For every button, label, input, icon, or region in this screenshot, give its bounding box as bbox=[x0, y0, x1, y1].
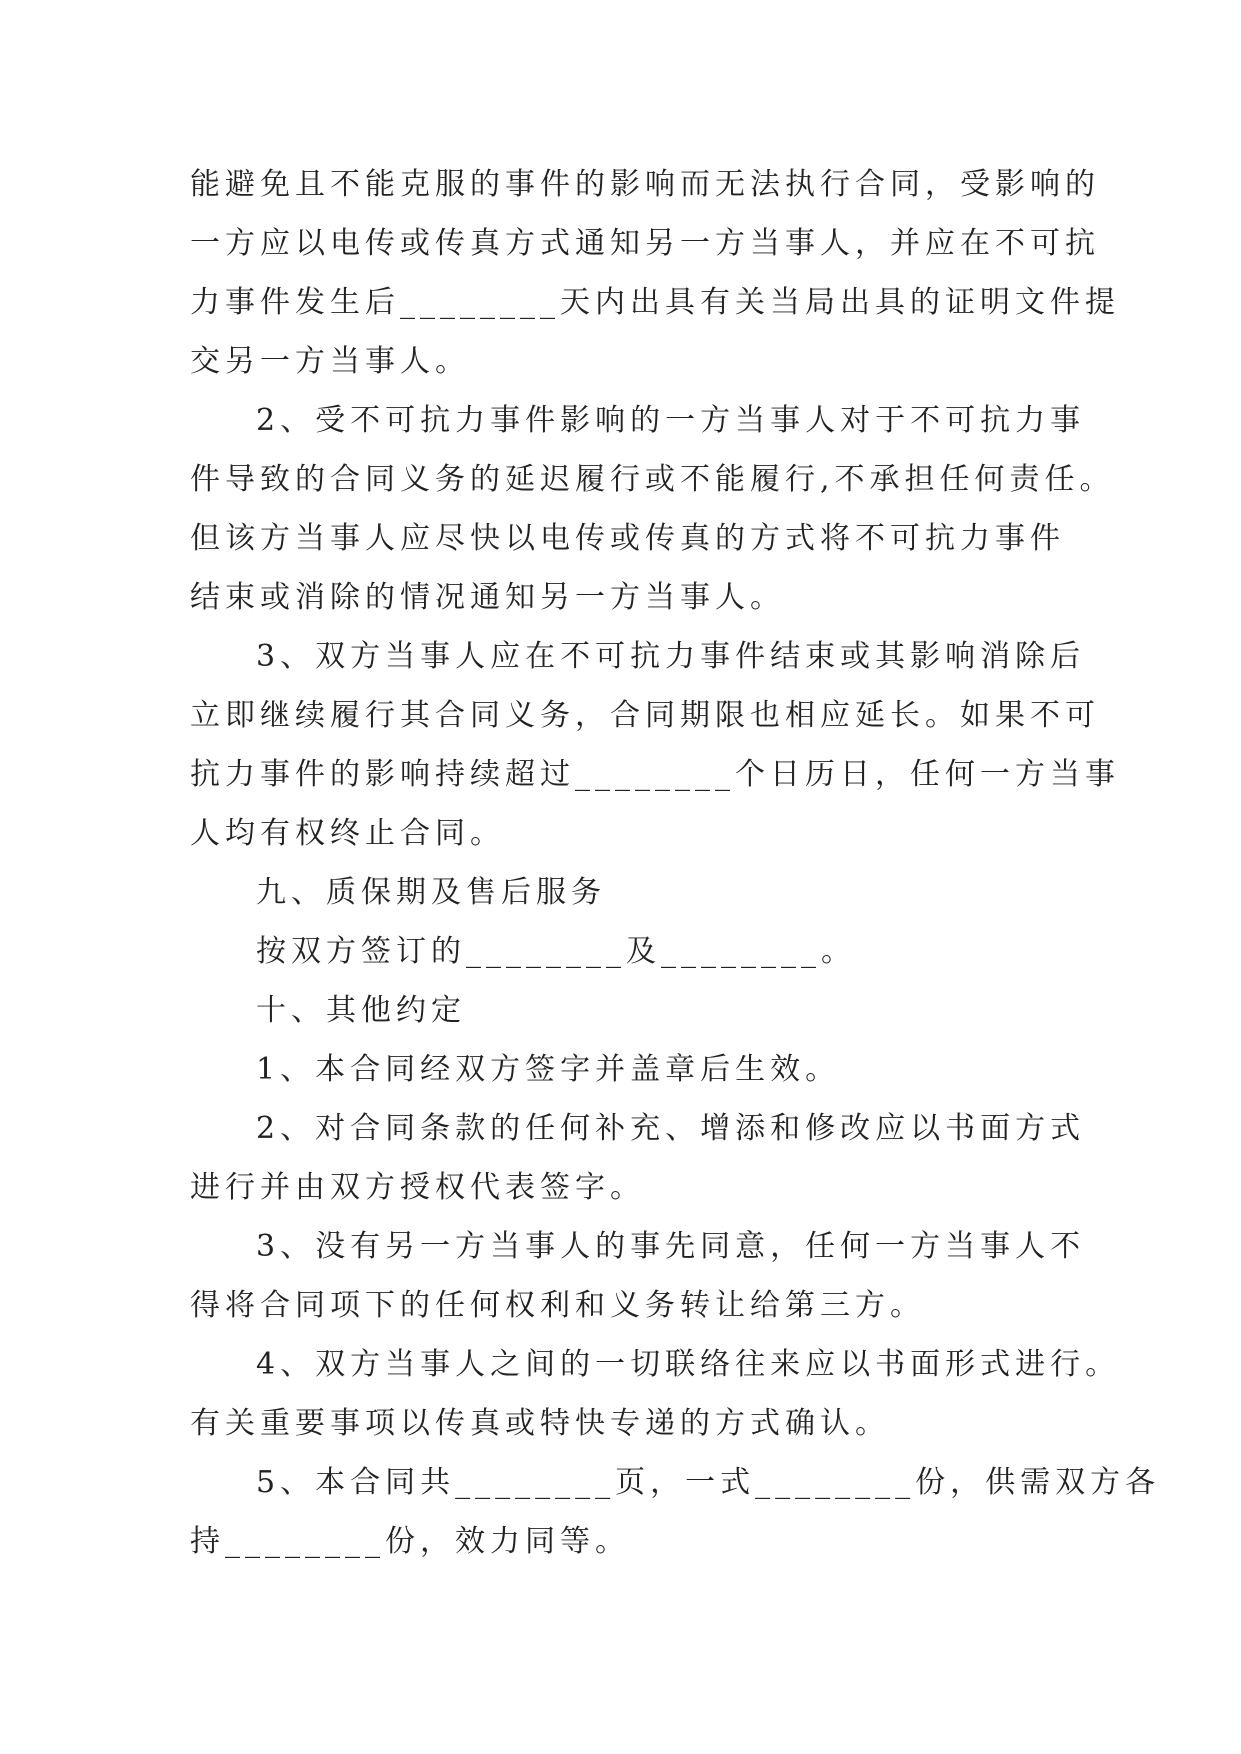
clause-9-text: 按双方签订的________及________。 bbox=[256, 934, 856, 969]
section-heading-9: 九、质保期及售后服务 bbox=[256, 875, 606, 910]
text-line: 但该方当事人应尽快以电传或传真的方式将不可抗力事件 bbox=[190, 521, 1065, 556]
clause-8-3-start: 3、双方当事人应在不可抗力事件结束或其影响消除后 bbox=[256, 639, 1086, 674]
text-line: 件导致的合同义务的延迟履行或不能履行,不承担任何责任。 bbox=[190, 462, 1115, 497]
text-line: 人均有权终止合同。 bbox=[190, 816, 505, 851]
clause-10-4-start: 4、双方当事人之间的一切联络往来应以书面形式进行。 bbox=[256, 1347, 1121, 1382]
clause-8-2-start: 2、受不可抗力事件影响的一方当事人对于不可抗力事 bbox=[256, 403, 1086, 438]
text-line: 能避免且不能克服的事件的影响而无法执行合同，受影响的 bbox=[190, 167, 1100, 202]
clause-10-1: 1、本合同经双方签字并盖章后生效。 bbox=[256, 1052, 841, 1087]
section-heading-10: 十、其他约定 bbox=[256, 993, 466, 1028]
text-line: 进行并由双方授权代表签字。 bbox=[190, 1170, 645, 1205]
text-line: 结束或消除的情况通知另一方当事人。 bbox=[190, 580, 785, 615]
text-line: 一方应以电传或传真方式通知另一方当事人，并应在不可抗 bbox=[190, 226, 1100, 261]
text-line: 立即继续履行其合同义务，合同期限也相应延长。如果不可 bbox=[190, 698, 1100, 733]
text-line: 持________份，效力同等。 bbox=[190, 1524, 630, 1559]
text-line: 抗力事件的影响持续超过________个日历日，任何一方当事 bbox=[190, 757, 1120, 792]
clause-10-5-start: 5、本合同共________页，一式________份，供需双方各 bbox=[256, 1465, 1161, 1500]
text-line: 有关重要事项以传真或特快专递的方式确认。 bbox=[190, 1406, 890, 1441]
clause-10-2-start: 2、对合同条款的任何补充、增添和修改应以书面方式 bbox=[256, 1111, 1086, 1146]
text-line: 交另一方当事人。 bbox=[190, 344, 470, 379]
clause-10-3-start: 3、没有另一方当事人的事先同意，任何一方当事人不 bbox=[256, 1229, 1086, 1264]
text-line: 得将合同项下的任何权利和义务转让给第三方。 bbox=[190, 1288, 925, 1323]
text-line: 力事件发生后________天内出具有关当局出具的证明文件提 bbox=[190, 285, 1120, 320]
contract-text-body bbox=[190, 155, 1161, 1571]
